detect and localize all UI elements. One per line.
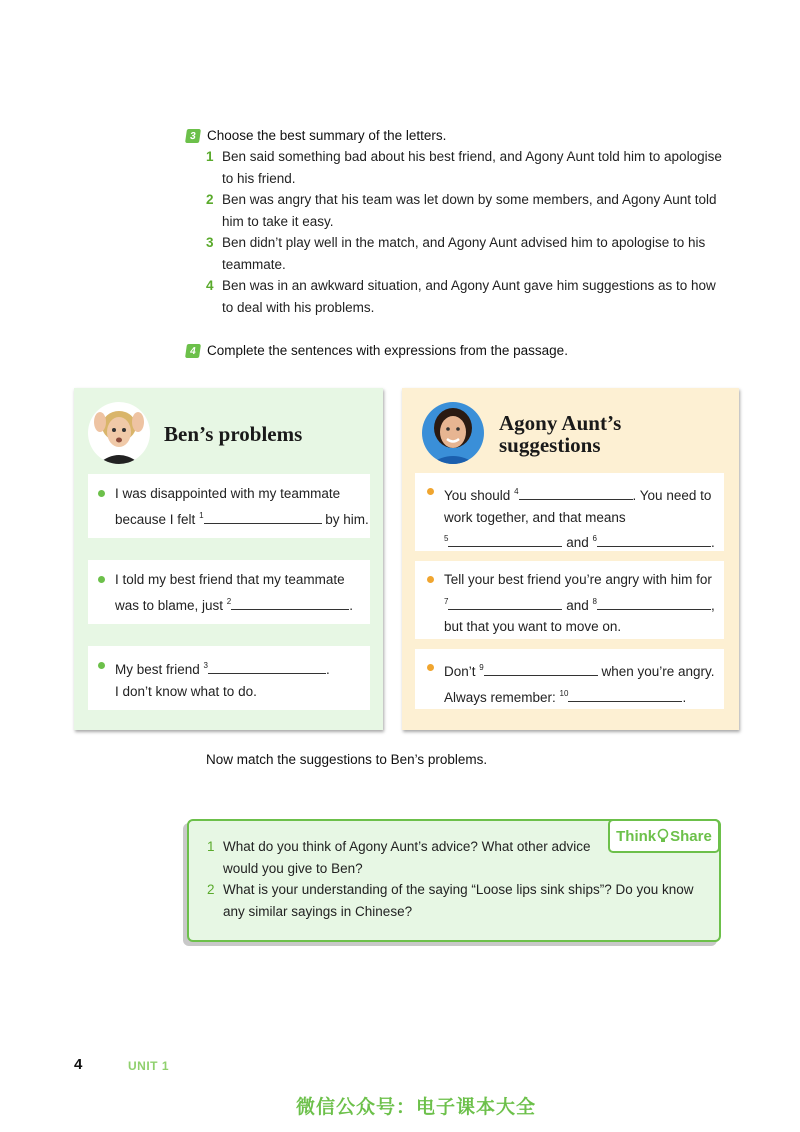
unit-label: UNIT 1 xyxy=(128,1059,170,1073)
problem-card-3: My best friend $^3$ . I don’t know what to do. xyxy=(88,646,370,710)
exercise-number-badge: 4 xyxy=(185,344,201,358)
answer-blank-5[interactable] xyxy=(448,532,562,547)
lightbulb-icon xyxy=(657,828,669,844)
exercise-instruction: Complete the sentences with expressions from the passage. xyxy=(207,343,568,358)
suggestion-card-2: Tell your best friend you’re angry with him for $^7$ and $^8$ , but that you want to move on. xyxy=(415,561,724,639)
summary-option[interactable]: 1 Ben said something bad about his best friend, and Agony Aunt told him to apologise to his friend. xyxy=(206,149,722,186)
bullet-dot xyxy=(427,488,434,495)
suggestion-card-3: Don’t $^9$ when you’re angry. Always remember: $^{10}$ . xyxy=(415,649,724,709)
bens-problems-panel xyxy=(74,388,383,730)
suggestion-card-1: You should $^4$ . You need to work together, and that means $^5$ and $^6$ . xyxy=(415,473,724,551)
answer-blank-9[interactable] xyxy=(484,661,598,676)
summary-options-list xyxy=(206,146,722,318)
answer-blank-6[interactable] xyxy=(597,532,711,547)
exercise-number-badge: 3 xyxy=(185,129,201,143)
bullet-dot xyxy=(98,490,105,497)
summary-option[interactable]: 3 Ben didn’t play well in the match, and Agony Aunt advised him to apologise to his teammate. xyxy=(206,235,706,272)
match-instruction: Now match the suggestions to Ben’s problems. xyxy=(206,752,488,767)
think-share-question: 2 What is your understanding of the saying “Loose lips sink ships”? Do you know any similar sayings in Chinese? xyxy=(207,882,694,919)
answer-blank-10[interactable] xyxy=(568,687,682,702)
answer-blank-8[interactable] xyxy=(597,595,711,610)
problem-card-2: I told my best friend that my teammate was to blame, just $^2$ . xyxy=(88,560,370,624)
page-number: 4 xyxy=(74,1056,83,1073)
answer-blank-7[interactable] xyxy=(448,595,562,610)
wechat-footer: 微信公众号：电子课本大全 xyxy=(296,1097,537,1118)
bullet-dot xyxy=(427,576,434,583)
summary-option[interactable]: 4 Ben was in an awkward situation, and Agony Aunt gave him suggestions as to how to deal with his problems. xyxy=(206,278,716,315)
think-share-question: 1 What do you think of Agony Aunt’s advice? What other advice would you give to Ben? xyxy=(207,839,591,876)
exercise-instruction: Choose the best summary of the letters. xyxy=(207,128,447,143)
answer-blank-2[interactable] xyxy=(231,595,349,610)
answer-blank-1[interactable] xyxy=(204,509,322,524)
exercise-3-heading xyxy=(186,128,446,143)
think-share-label: Think Share xyxy=(608,819,720,853)
problem-card-1: I was disappointed with my teammate because I felt $^1$ by him. xyxy=(88,474,370,538)
summary-option[interactable]: 2 Ben was angry that his team was let down by some members, and Agony Aunt told him to take it easy. xyxy=(206,192,717,229)
bullet-dot xyxy=(427,664,434,671)
bullet-dot xyxy=(98,662,105,669)
exercise-4-heading xyxy=(186,343,568,358)
answer-blank-4[interactable] xyxy=(519,485,633,500)
bullet-dot xyxy=(98,576,105,583)
agony-aunt-title: Agony Aunt’s suggestions xyxy=(499,411,622,457)
agony-aunt-panel xyxy=(402,388,739,730)
ben-avatar xyxy=(88,402,150,464)
bens-problems-title: Ben’s problems xyxy=(164,422,303,446)
answer-blank-3[interactable] xyxy=(208,659,326,674)
agony-aunt-avatar xyxy=(422,402,484,464)
